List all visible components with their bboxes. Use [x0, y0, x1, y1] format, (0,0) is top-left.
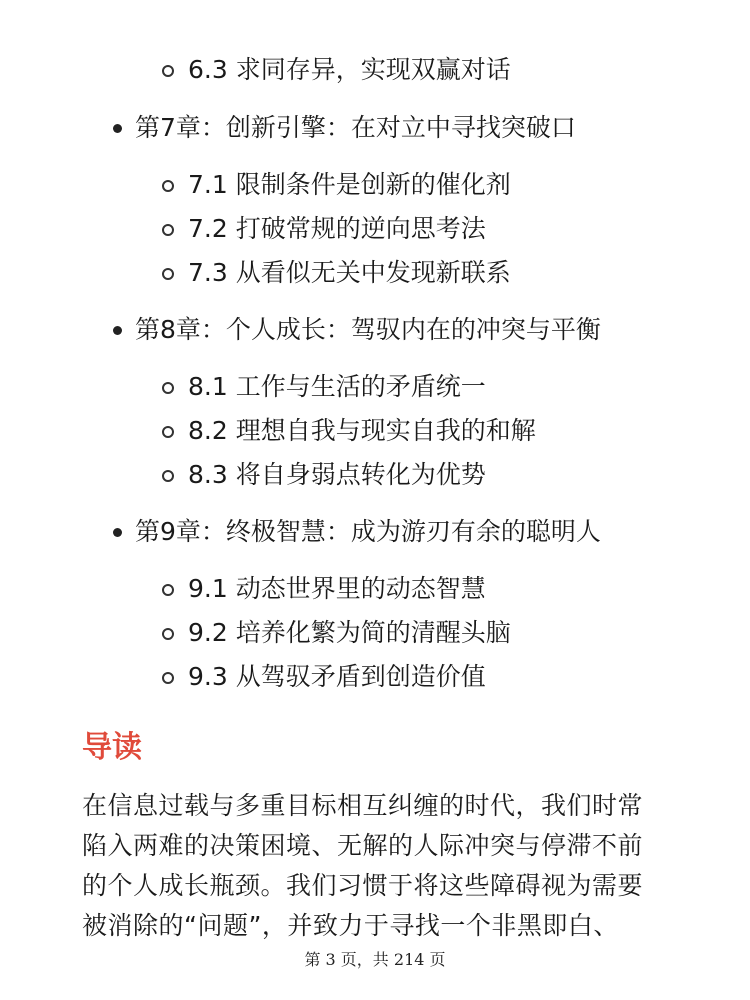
paragraph-line: 被消除的“问题”，并致力于寻找一个非黑即白、	[82, 911, 619, 940]
footer-suffix: 页	[424, 950, 446, 969]
paragraph-line: 陷入两难的决策困境、无解的人际冲突与停滞不前	[82, 831, 644, 860]
disc-bullet-icon	[113, 124, 122, 133]
circle-bullet-icon	[162, 180, 174, 192]
circle-bullet-icon	[162, 224, 174, 236]
toc-subsection-7-2: 7.2 打破常规的逆向思考法	[188, 214, 486, 243]
toc-subsection-9-2: 9.2 培养化繁为简的清醒头脑	[188, 618, 511, 647]
circle-bullet-icon	[162, 382, 174, 394]
toc-subsection-8-3: 8.3 将自身弱点转化为优势	[188, 460, 486, 489]
footer-prefix: 第	[304, 950, 326, 969]
circle-bullet-icon	[162, 65, 174, 77]
paragraph-line: 的个人成长瓶颈。我们习惯于将这些障碍视为需要	[82, 871, 644, 900]
circle-bullet-icon	[162, 470, 174, 482]
disc-bullet-icon	[113, 326, 122, 335]
toc-subsection-8-1: 8.1 工作与生活的矛盾统一	[188, 372, 486, 401]
footer-middle: 页，共	[335, 950, 394, 969]
circle-bullet-icon	[162, 584, 174, 596]
circle-bullet-icon	[162, 628, 174, 640]
paragraph-line: 在信息过载与多重目标相互纠缠的时代，我们时常	[82, 791, 644, 820]
toc-subsection-7-1: 7.1 限制条件是创新的催化剂	[188, 170, 511, 199]
toc-subsection-7-3: 7.3 从看似无关中发现新联系	[188, 258, 511, 287]
total-pages: 214	[393, 950, 425, 969]
toc-subsection-8-2: 8.2 理想自我与现实自我的和解	[188, 416, 536, 445]
circle-bullet-icon	[162, 672, 174, 684]
toc-chapter-9: 第9章：终极智慧：成为游刃有余的聪明人	[135, 517, 601, 546]
circle-bullet-icon	[162, 426, 174, 438]
toc-chapter-7: 第7章：创新引擎：在对立中寻找突破口	[135, 113, 576, 142]
toc-subsection-9-3: 9.3 从驾驭矛盾到创造价值	[188, 662, 486, 691]
page-footer	[0, 948, 750, 972]
toc-subsection-9-1: 9.1 动态世界里的动态智慧	[188, 574, 486, 603]
disc-bullet-icon	[113, 528, 122, 537]
toc-subsection-6-3: 6.3 求同存异，实现双赢对话	[188, 55, 511, 84]
circle-bullet-icon	[162, 268, 174, 280]
toc-chapter-8: 第8章：个人成长：驾驭内在的冲突与平衡	[135, 315, 601, 344]
section-heading: 导读	[82, 730, 142, 765]
page-number: 3	[325, 950, 336, 969]
